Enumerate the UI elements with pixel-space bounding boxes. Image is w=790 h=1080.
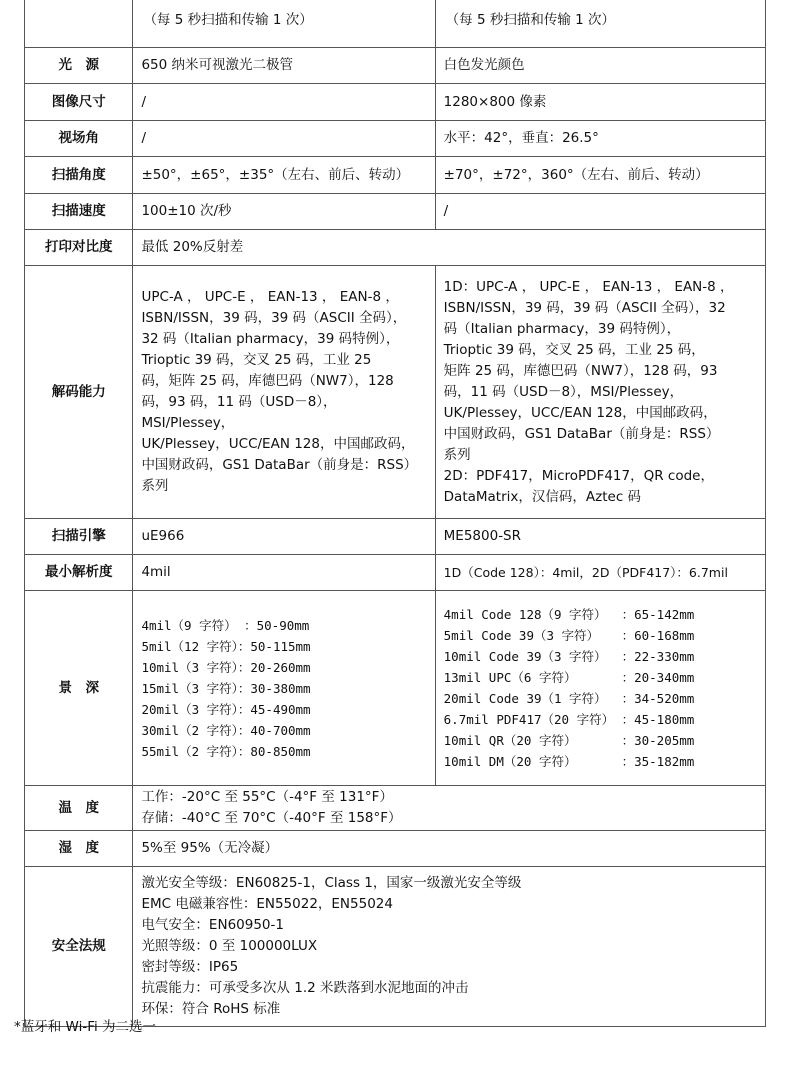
- cell-value: 4mil: [133, 555, 435, 591]
- list-item: UPC-A ， UPC-E ， EAN-13 ， EAN-8 ，: [141, 289, 399, 305]
- temperature-lines: [133, 786, 766, 831]
- list-item: UK/Plessey，UCC/EAN 128，中国邮政码，: [141, 436, 415, 452]
- list-item: 抗震能力：可承受多次从 1.2 米跌落到水泥地面的冲击: [141, 980, 469, 996]
- list-item: 系列: [443, 446, 471, 463]
- table-row: [25, 194, 766, 230]
- list-item: 电气安全：EN60950-1: [141, 917, 284, 933]
- list-item: 工作：-20°C 至 55°C（-4°F 至 131°F）: [141, 789, 393, 805]
- list-item: 1D：UPC-A ， UPC-E ， EAN-13 ， EAN-8 ，: [443, 278, 734, 295]
- list-item: Trioptic 39 码，交叉 25 码，工业 25: [141, 352, 372, 368]
- list-item: 10mil Code 39（3 字符） ：22-330mm: [443, 649, 695, 664]
- cell-value: 最低 20%反射差: [133, 230, 766, 266]
- cell-value: 1280×800 像素: [435, 84, 765, 121]
- list-item: 中国财政码，GS1 DataBar（前身是：RSS）: [141, 457, 418, 473]
- list-item: ISBN/ISSN，39 码，39 码（ASCII 全码），: [141, 310, 407, 326]
- cell-value: /: [435, 194, 765, 230]
- table-row: [25, 121, 766, 157]
- row-label: 光 源: [25, 48, 133, 84]
- list-item: 10mil QR（20 字符） ：30-205mm: [443, 733, 695, 748]
- list-item: 4mil（9 字符） ：50-90mm: [141, 617, 310, 633]
- dof-list-1: [133, 591, 435, 786]
- list-item: 环保：符合 RoHS 标准: [141, 1001, 281, 1017]
- row-label: 安全法规: [25, 867, 133, 1027]
- list-item: 10mil DM（20 字符） ：35-182mm: [443, 754, 695, 769]
- list-item: 系列: [141, 478, 169, 494]
- list-item: 20mil（3 字符）：45-490mm: [141, 701, 311, 717]
- list-item: 码，矩阵 25 码，库德巴码（NW7），128: [141, 373, 394, 389]
- row-label: 图像尺寸: [25, 84, 133, 121]
- table-row: [25, 519, 766, 555]
- row-label: 最小解析度: [25, 555, 133, 591]
- dof-list-2: [435, 591, 765, 786]
- cell-value: 5%至 95%（无冷凝）: [133, 831, 766, 867]
- table-row: [25, 786, 766, 831]
- list-item: UK/Plessey，UCC/EAN 128，中国邮政码，: [443, 404, 717, 421]
- cell-value: ±70°，±72°，360°（左右、前后、转动）: [435, 157, 765, 194]
- row-label: 扫描速度: [25, 194, 133, 230]
- row-label: 湿 度: [25, 831, 133, 867]
- table-row: [25, 48, 766, 84]
- spec-table: [24, 0, 766, 1027]
- cell-value: /: [133, 84, 435, 121]
- cell-value: 650 纳米可视激光二极管: [133, 48, 435, 84]
- list-item: 矩阵 25 码，库德巴码（NW7），128 码，93: [443, 362, 718, 379]
- table-row: [25, 157, 766, 194]
- row-label: 温 度: [25, 786, 133, 831]
- list-item: 55mil（2 字符）：80-850mm: [141, 743, 311, 759]
- decode-list-1d: [133, 266, 435, 519]
- list-item: 13mil UPC（6 字符） ：20-340mm: [443, 670, 695, 685]
- cell-value: ±50°，±65°，±35°（左右、前后、转动）: [133, 157, 435, 194]
- cell-value: 水平：42°，垂直：26.5°: [435, 121, 765, 157]
- row-label: 景 深: [25, 591, 133, 786]
- list-item: 码，93 码，11 码（USD－8），MSI/Plessey，: [141, 394, 337, 431]
- safety-lines: [133, 867, 766, 1027]
- header-col1-note: （每 5 秒扫描和传输 1 次）: [133, 0, 435, 48]
- list-item: 15mil（3 字符）：30-380mm: [141, 680, 311, 696]
- table-row: [25, 230, 766, 266]
- table-row: [25, 84, 766, 121]
- list-item: 2D：PDF417，MicroPDF417，QR code，: [443, 467, 714, 484]
- list-item: 光照等级：0 至 100000LUX: [141, 938, 318, 954]
- table-row: [25, 555, 766, 591]
- decode-list-2d: [435, 266, 765, 519]
- table-row: [25, 0, 766, 48]
- list-item: 码，11 码（USD－8），MSI/Plessey，: [443, 383, 684, 400]
- list-item: 中国财政码，GS1 DataBar（前身是：RSS）: [443, 425, 720, 442]
- list-item: DataMatrix，汉信码，Aztec 码: [443, 488, 642, 505]
- row-label: 扫描引擎: [25, 519, 133, 555]
- cell-value: 1D（Code 128）：4mil，2D（PDF417）：6.7mil: [435, 555, 765, 591]
- list-item: 4mil Code 128（9 字符） ：65-142mm: [443, 607, 695, 622]
- list-item: ISBN/ISSN，39 码，39 码（ASCII 全码），32: [443, 299, 726, 316]
- list-item: Trioptic 39 码，交叉 25 码，工业 25 码，: [443, 341, 705, 358]
- table-row: [25, 591, 766, 786]
- list-item: 20mil Code 39（1 字符） ：34-520mm: [443, 691, 695, 706]
- row-label: 扫描角度: [25, 157, 133, 194]
- list-item: EMC 电磁兼容性：EN55022，EN55024: [141, 896, 393, 912]
- cell-value: /: [133, 121, 435, 157]
- row-label: 打印对比度: [25, 230, 133, 266]
- table-row: [25, 266, 766, 519]
- header-label-cell: [25, 0, 133, 48]
- list-item: 码（Italian pharmacy，39 码特例），: [443, 320, 681, 337]
- row-label: 视场角: [25, 121, 133, 157]
- cell-value: 白色发光颜色: [435, 48, 765, 84]
- list-item: 10mil（3 字符）：20-260mm: [141, 659, 311, 675]
- footnote: *蓝牙和 Wi-Fi 为二选一: [14, 1019, 157, 1035]
- list-item: 激光安全等级：EN60825-1，Class 1，国家一级激光安全等级: [141, 875, 522, 891]
- table-row: [25, 867, 766, 1027]
- list-item: 密封等级：IP65: [141, 959, 239, 975]
- list-item: 32 码（Italian pharmacy，39 码特例），: [141, 331, 400, 347]
- table-row: [25, 831, 766, 867]
- list-item: 5mil Code 39（3 字符） ：60-168mm: [443, 628, 695, 643]
- cell-value: uE966: [133, 519, 435, 555]
- list-item: 30mil（2 字符）：40-700mm: [141, 722, 311, 738]
- cell-value: 100±10 次/秒: [133, 194, 435, 230]
- list-item: 6.7mil PDF417（20 字符） ：45-180mm: [443, 712, 695, 727]
- list-item: 存储：-40°C 至 70°C（-40°F 至 158°F）: [141, 810, 402, 826]
- header-col2-note: （每 5 秒扫描和传输 1 次）: [435, 0, 765, 48]
- list-item: 5mil（12 字符）：50-115mm: [141, 638, 311, 654]
- cell-value: ME5800-SR: [435, 519, 765, 555]
- row-label: 解码能力: [25, 266, 133, 519]
